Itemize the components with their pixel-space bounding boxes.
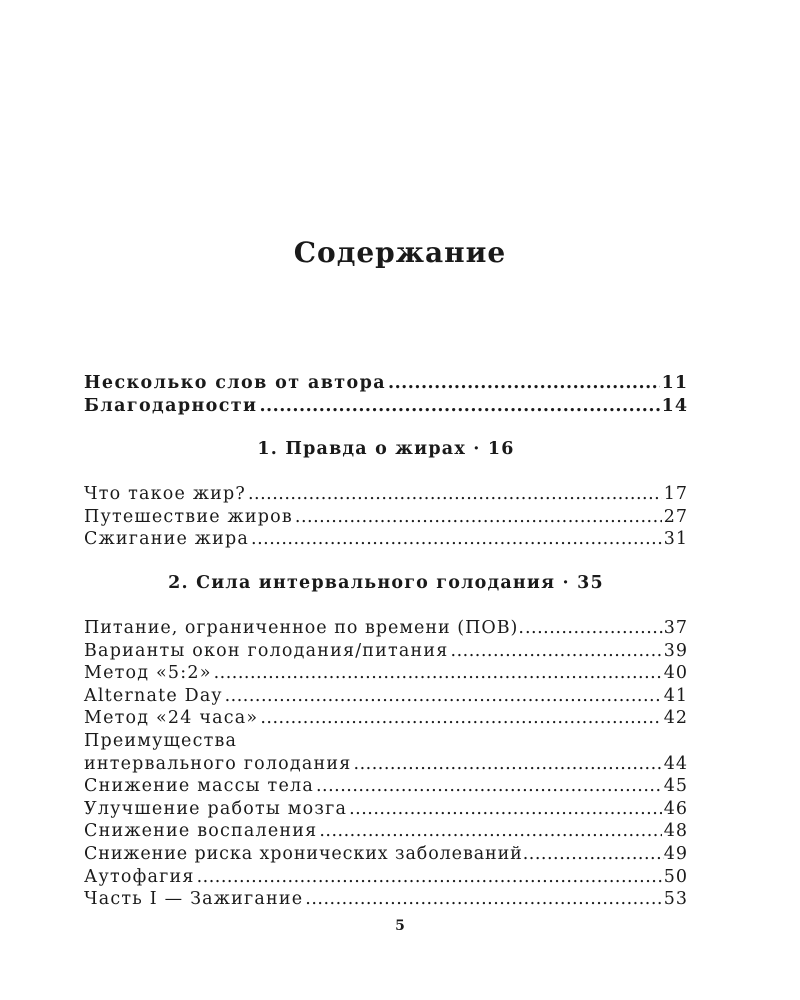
toc-entry-label: Сжигание жира [84,529,249,550]
toc-entry-label: Часть I — Зажигание [84,889,304,910]
toc-entry-page: 50 [663,866,688,887]
page-number: 5 [395,918,405,934]
dot-leader [451,640,662,663]
toc-entry[interactable] [84,372,688,395]
toc-entry[interactable] [84,506,688,529]
dot-leader [319,820,661,843]
toc-entry-label: Метод «24 часа» [84,708,259,729]
dot-leader [225,685,662,708]
toc-entry-page: 14 [661,395,688,416]
dot-leader [525,617,664,640]
page-title: Содержание [293,236,507,269]
toc-entry-label: Аутофагия [84,866,195,887]
table-of-contents [84,372,688,911]
toc-entry-label-line1: Преимущества [84,730,238,751]
toc-entry-page: 40 [663,663,688,684]
toc-entry-page: 11 [661,373,688,393]
toc-entry-label: Улучшение работы мозга [84,798,348,819]
toc-entry-page: 17 [663,484,688,505]
toc-entry[interactable] [84,483,688,506]
toc-entry-label: Несколько слов от автора [84,373,386,393]
toc-entry[interactable] [84,753,688,776]
toc-entry-page: 44 [663,753,688,774]
toc-entry-page: 46 [663,798,688,819]
dot-leader [251,528,662,551]
dot-leader [259,395,659,418]
toc-entry[interactable] [84,395,688,418]
toc-entry-label: Снижение риска хронических заболеваний [84,843,523,864]
toc-entry[interactable] [84,888,688,911]
toc-entry-page: 37 [663,617,688,638]
toc-entry-label: Что такое жир? [84,484,246,505]
dot-leader [354,753,662,776]
toc-entry-label: Метод «5:2» [84,663,212,684]
toc-entry-label: Alternate Day [84,685,223,706]
dot-leader [248,483,662,506]
toc-entry-page: 41 [663,685,688,706]
toc-entry-label: Снижение воспаления [84,821,318,842]
toc-entry[interactable] [84,843,688,866]
toc-entry-label: Варианты окон голодания/питания [84,640,449,661]
toc-entry[interactable] [84,640,688,663]
toc-entry-page: 49 [663,843,688,864]
toc-entry-page: 53 [663,889,688,910]
dot-leader [388,372,660,395]
toc-entry[interactable] [84,685,688,708]
toc-entry-label: интервального голодания [84,753,352,774]
chapter-heading[interactable]: 2. Сила интервального голодания · 35 [168,572,604,593]
dot-leader [214,662,662,685]
toc-entry[interactable] [84,662,688,685]
toc-entry[interactable] [84,707,688,730]
toc-entry[interactable] [84,617,688,640]
dot-leader [316,775,662,798]
dot-leader [349,798,662,821]
toc-entry-page: 27 [663,506,688,527]
toc-entry[interactable] [84,528,688,551]
chapter-heading[interactable]: 1. Правда о жирах · 16 [257,439,515,460]
toc-entry-page: 48 [663,821,688,842]
toc-entry-page: 31 [663,529,688,550]
toc-entry[interactable] [84,820,688,843]
toc-entry[interactable] [84,798,688,821]
toc-entry-label: Благодарности [84,395,258,416]
dot-leader [197,866,662,889]
toc-entry[interactable] [84,866,688,889]
dot-leader [295,506,662,529]
toc-entry-page: 45 [663,776,688,797]
toc-entry-label: Путешествие жиров [84,506,293,527]
toc-entry-label: Снижение массы тела [84,776,314,797]
toc-entry-page: 42 [663,708,688,729]
dot-leader [260,707,661,730]
toc-entry-label: Питание, ограниченное по времени (ПОВ). [84,617,525,638]
dot-leader [305,888,661,911]
toc-entry[interactable] [84,775,688,798]
dot-leader [523,843,664,866]
toc-entry-page: 39 [663,640,688,661]
